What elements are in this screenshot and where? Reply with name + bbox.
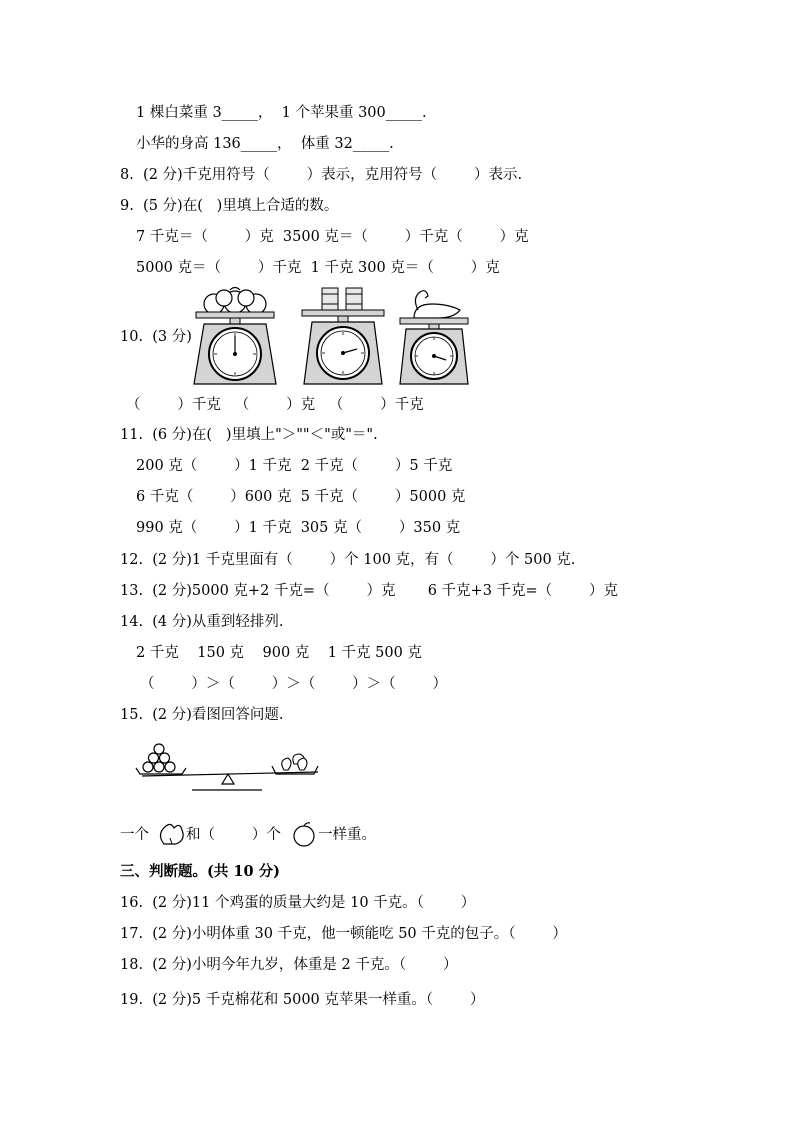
question-18: 18. (2 分)小明今年九岁，体重是 2 千克。（ ）	[120, 957, 458, 973]
question-11: 11. (6 分)在( )里填上"＞""＜"或"＝".	[120, 427, 378, 443]
question-15: 15. (2 分)看图回答问题.	[120, 707, 284, 723]
question-14-items: 2 千克 150 克 900 克 1 千克 500 克	[136, 645, 422, 661]
question-14: 14. (4 分)从重到轻排列.	[120, 614, 284, 630]
question-9: 9. (5 分)在( )里填上合适的数。	[120, 198, 339, 214]
question-19: 19. (2 分)5 千克棉花和 5000 克苹果一样重。（ ）	[120, 992, 485, 1008]
question-10: 10. (3 分)	[120, 329, 192, 345]
question-8: 8. (2 分)千克用符号（ ）表示，克用符号（ ）表示.	[120, 167, 523, 183]
line-cabbage-apple: 1 棵白菜重 3_____， 1 个苹果重 300_____.	[136, 105, 427, 121]
question-13: 13. (2 分)5000 克+2 千克=（ ）克 6 千克+3 千克=（ ）克	[120, 583, 619, 599]
section-3-title: 三、判断题。(共 10 分)	[120, 863, 280, 880]
apple-icon	[290, 820, 318, 848]
peach-icon	[156, 818, 186, 848]
question-16: 16. (2 分)11 个鸡蛋的质量大约是 10 千克。（ ）	[120, 895, 476, 911]
question-11-row-3: 990 克（ ）1 千克 305 克（ ）350 克	[136, 520, 461, 536]
canned-goods-scale	[300, 284, 386, 388]
question-9-row-2: 5000 克＝（ ）千克 1 千克 300 克＝（ ）克	[136, 260, 500, 276]
question-15-answer-post: 一样重。	[318, 827, 376, 843]
question-9-row-1: 7 千克＝（ ）克 3500 克＝（ ）千克（ ）克	[136, 229, 529, 245]
question-11-row-2: 6 千克（ ）600 克 5 千克（ ）5000 克	[136, 489, 466, 505]
question-10-answers: （ ）千克 （ ）克 （ ）千克	[126, 397, 424, 413]
question-12: 12. (2 分)1 千克里面有（ ）个 100 克，有（ ）个 500 克.	[120, 552, 576, 568]
question-15-answer-mid: 和（ ）个	[186, 827, 281, 843]
cabbage-scale	[190, 284, 280, 388]
goose-scale	[396, 284, 472, 388]
question-11-row-1: 200 克（ ）1 千克 2 千克（ ）5 千克	[136, 458, 453, 474]
line-height-weight: 小华的身高 136_____， 体重 32_____.	[136, 136, 394, 152]
question-17: 17. (2 分)小明体重 30 千克，他一顿能吃 50 千克的包子。（ ）	[120, 926, 567, 942]
balance-beam-icon	[132, 740, 324, 798]
question-14-order: （ ）＞（ ）＞（ ）＞（ ）	[140, 676, 447, 692]
question-15-answer-pre: 一个	[120, 827, 149, 843]
